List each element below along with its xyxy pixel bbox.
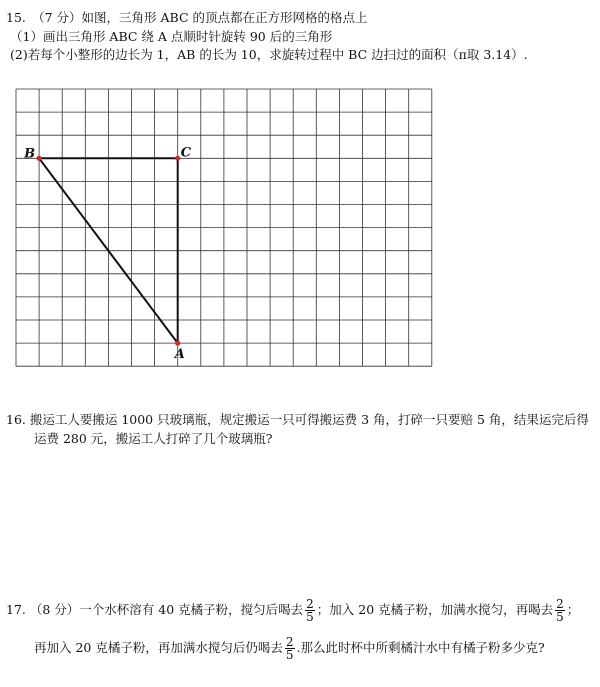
point-c bbox=[175, 156, 180, 161]
q15-part2: (2)若每个小整形的边长为 1，AB 的长为 10，求旋转过程中 BC 边扫过的面积（π取 3.14）. bbox=[10, 47, 528, 62]
q17-text-3: ； bbox=[566, 602, 580, 617]
q15-part1: （1）画出三角形 ABC 绕 A 点顺时针旋转 90 后的三角形 bbox=[10, 29, 333, 44]
label-b: B bbox=[24, 146, 36, 162]
fraction-3: $\frac{2}{5}$ bbox=[285, 635, 294, 662]
q16-line1: 16. 搬运工人要搬运 1000 只玻璃瓶，规定搬运一只可得搬运费 3 角，打碎一只要赔 5 角，结果运完后得 bbox=[6, 412, 589, 427]
q15-header: 15. （7 分）如图，三角形 ABC 的顶点都在正方形网格的格点上 bbox=[6, 10, 368, 25]
fraction-1: $\frac{2}{5}$ bbox=[306, 597, 314, 624]
fraction-2: $\frac{2}{5}$ bbox=[556, 597, 564, 624]
q17-text-2: ；加入 20 克橘子粉，加满水搅匀，再喝去 bbox=[316, 602, 554, 617]
q16-line2: 运费 280 元，搬运工人打碎了几个玻璃瓶? bbox=[34, 431, 273, 446]
point-a bbox=[175, 341, 180, 346]
label-a: A bbox=[174, 347, 185, 363]
q17-line2 bbox=[34, 632, 545, 664]
q17-line1 bbox=[6, 594, 579, 626]
label-c: C bbox=[180, 145, 192, 161]
q17-text-4: 再加入 20 克橘子粉，再加满水搅匀后仍喝去 bbox=[34, 640, 283, 655]
grid-lines bbox=[16, 89, 432, 366]
q17-text-5: .那么此时杯中所剩橘汁水中有橘子粉多少克? bbox=[296, 640, 545, 655]
point-b bbox=[37, 156, 42, 161]
q17-text-1: 17. （8 分）一个水杯溶有 40 克橘子粉，搅匀后喝去 bbox=[6, 602, 304, 617]
